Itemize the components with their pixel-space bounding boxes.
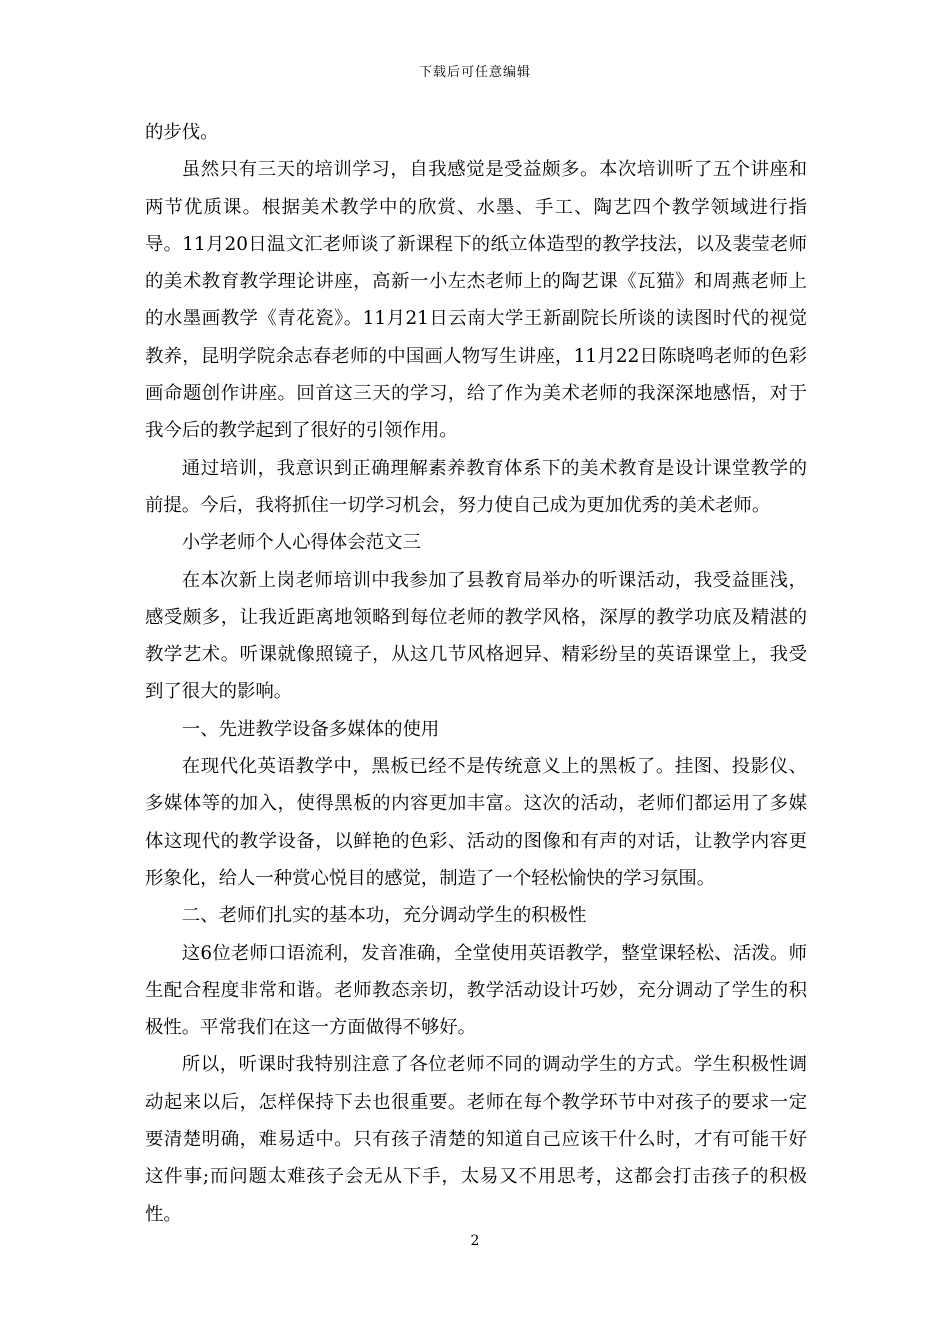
paragraph-observation-intro: 在本次新上岗老师培训中我参加了县教育局举办的听课活动，我受益匪浅，感受颇多，让我近距离地领略到每位老师的教学风格，深厚的教学功底及精湛的教学艺术。听课就像照镜子，从这几节风格迥异、精彩纷呈的英语课堂上，我受到了很大的影响。 bbox=[145, 569, 807, 703]
section-heading-multimedia: 一、先进教学设备多媒体的使用 bbox=[181, 718, 440, 740]
paragraph-continuation: 的步伐。 bbox=[145, 122, 219, 143]
paragraph-training-summary: 虽然只有三天的培训学习，自我感觉是受益颇多。本次培训听了五个讲座和两节优质课。根据美术教学中的欣赏、水墨、手工、陶艺四个教学领域进行指导。11月20日温文汇老师谈了新课程下的纸立体造型的教学技法，以及裴莹老师的美术教育教学理论讲座，高新一小左杰老师上的陶艺课《瓦猫》和周燕老师上的水墨画教学《青花瓷》。11月21日云南大学王新副院长所谈的读图时代的视觉教养，昆明学院余志春老师的中国画人物写生讲座，11月22日陈晓鸣老师的色彩画命题创作讲座。回首这三天的学习，给了作为美术老师的我深深地感悟，对于我今后的教学起到了很好的引领作用。 bbox=[145, 159, 807, 442]
section-title: 小学老师个人心得体会范文三 bbox=[181, 532, 421, 554]
document-body bbox=[145, 114, 807, 1233]
page-number: 2 bbox=[470, 1233, 480, 1249]
paragraph-multimedia: 在现代化英语教学中，黑板已经不是传统意义上的黑板了。挂图、投影仪、多媒体等的加入，使得黑板的内容更加丰富。这次的活动，老师们都运用了多媒体这现代的教学设备，以鲜艳的色彩、活动的图像和有声的对话，让教学内容更形象化，给人一种赏心悦目的感觉，制造了一个轻松愉快的学习氛围。 bbox=[145, 756, 807, 889]
paragraph-motivation: 所以，听课时我特别注意了各位老师不同的调动学生的方式。学生积极性调动起来以后，怎样保持下去也很重要。老师在每个教学环节中对孩子的要求一定要清楚明确，难易适中。只有孩子清楚的知道自己应该干什么时，才有可能干好这件事;而问题太难孩子会无从下手，太易又不用思考，这都会打击孩子的积极性。 bbox=[145, 1054, 807, 1225]
section-heading-fundamentals: 二、老师们扎实的基本功，充分调动学生的积极性 bbox=[181, 905, 587, 927]
paragraph-training-reflection: 通过培训，我意识到正确理解素养教育体系下的美术教育是设计课堂教学的前提。今后，我将抓住一切学习机会，努力使自己成为更加优秀的美术老师。 bbox=[145, 457, 807, 516]
paragraph-teachers: 这6位老师口语流利，发音准确，全堂使用英语教学，整堂课轻松、活泼。师生配合程度非常和谐。老师教态亲切，教学活动设计巧妙，充分调动了学生的积极性。平常我们在这一方面做得不够好。 bbox=[145, 942, 807, 1039]
header-note: 下载后可任意编辑 bbox=[418, 65, 531, 80]
